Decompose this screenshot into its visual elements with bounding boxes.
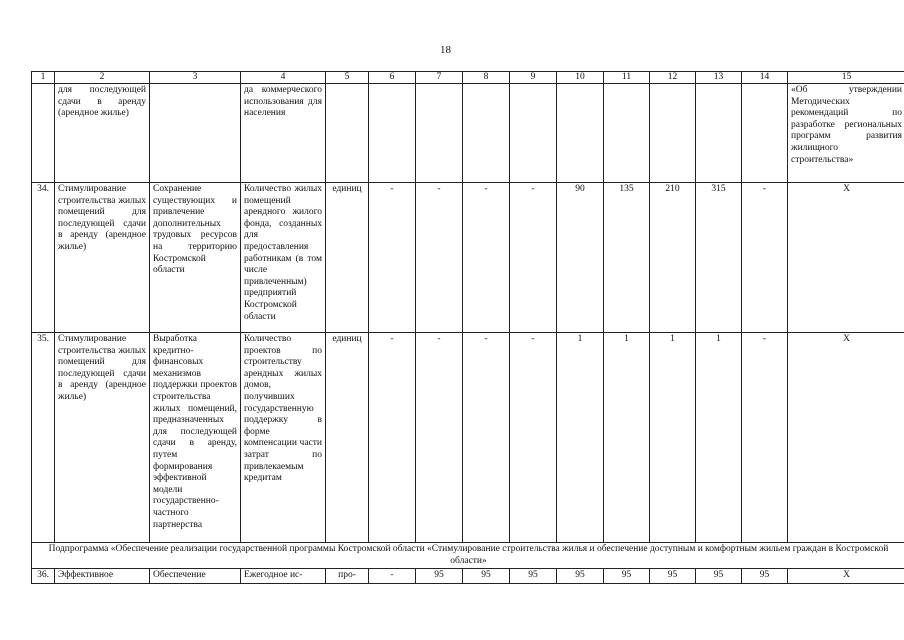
row-number: 36.	[32, 569, 55, 584]
row-number	[32, 84, 55, 183]
goal: Выработка кредитно-финансовых механизмов поддержки проектов строительства жилых помещений, предназначенных для последующей сдачи в аренду, путем формирования эффективной модели государственно-частного партнерства	[150, 333, 241, 543]
col-header: 15	[788, 72, 904, 84]
value-cell: 1	[696, 333, 742, 543]
value-cell: -	[742, 333, 788, 543]
col-header: 12	[650, 72, 696, 84]
value-cell: -	[463, 333, 510, 543]
table-row	[32, 84, 904, 183]
col-header: 1	[32, 72, 55, 84]
value-cell: 95	[510, 569, 557, 584]
value-cell: -	[510, 333, 557, 543]
value-cell: 95	[650, 569, 696, 584]
col-header: 14	[742, 72, 788, 84]
value-cell	[696, 84, 742, 183]
event-name: Эффективное	[55, 569, 150, 584]
indicator-name: Количество жилых помещений арендного жилого фонда, созданных для предоставления работникам (в том числе привлеченным) предприятий Костромской области	[241, 183, 326, 333]
unit	[326, 84, 369, 183]
value-cell	[369, 84, 416, 183]
value-cell: 90	[557, 183, 604, 333]
table-row	[32, 569, 904, 584]
col-header: 5	[326, 72, 369, 84]
column-number-row	[32, 72, 904, 84]
goal: Сохранение существующих и привлечение дополнительных трудовых ресурсов на территорию Костромской области	[150, 183, 241, 333]
value-cell: 1	[650, 333, 696, 543]
value-cell: 95	[416, 569, 463, 584]
table-row	[32, 183, 904, 333]
value-cell	[604, 84, 650, 183]
unit: единиц	[326, 183, 369, 333]
col-header: 3	[150, 72, 241, 84]
value-cell: -	[369, 569, 416, 584]
legal-basis: X	[788, 333, 904, 543]
value-cell: -	[416, 333, 463, 543]
table-row	[32, 333, 904, 543]
value-cell: -	[369, 183, 416, 333]
value-cell	[742, 84, 788, 183]
value-cell: 135	[604, 183, 650, 333]
row-number: 35.	[32, 333, 55, 543]
col-header: 10	[557, 72, 604, 84]
value-cell: -	[463, 183, 510, 333]
legal-basis: X	[788, 569, 904, 584]
indicators-table	[31, 71, 904, 584]
value-cell: -	[742, 183, 788, 333]
value-cell	[416, 84, 463, 183]
value-cell: -	[416, 183, 463, 333]
legal-basis: «Об утверждении Методических рекомендаций по разработке региональных программ развития жилищного строительства»	[788, 84, 904, 183]
value-cell	[510, 84, 557, 183]
value-cell: 1	[604, 333, 650, 543]
col-header: 6	[369, 72, 416, 84]
value-cell: 1	[557, 333, 604, 543]
event-name: для последующей сдачи в аренду (арендное жилье)	[55, 84, 150, 183]
col-header: 13	[696, 72, 742, 84]
row-number: 34.	[32, 183, 55, 333]
col-header: 11	[604, 72, 650, 84]
value-cell: -	[510, 183, 557, 333]
value-cell	[650, 84, 696, 183]
subprogram-row	[32, 543, 904, 569]
value-cell: 315	[696, 183, 742, 333]
value-cell: 95	[604, 569, 650, 584]
subprogram-heading: Подпрограмма «Обеспечение реализации государственной программы Костромской области «Стимулирование строительства жилья и обеспечение доступным и комфортным жильем граждан в Костромской области»	[32, 543, 904, 569]
unit: единиц	[326, 333, 369, 543]
page-number: 18	[440, 44, 451, 56]
col-header: 8	[463, 72, 510, 84]
goal	[150, 84, 241, 183]
indicator-name: да коммерческого использования для населения	[241, 84, 326, 183]
event-name: Стимулирование строительства жилых помещений для последующей сдачи в аренду (арендное жилье)	[55, 333, 150, 543]
col-header: 2	[55, 72, 150, 84]
value-cell: 210	[650, 183, 696, 333]
unit: про-	[326, 569, 369, 584]
value-cell	[463, 84, 510, 183]
value-cell: 95	[696, 569, 742, 584]
value-cell: 95	[742, 569, 788, 584]
goal: Обеспечение	[150, 569, 241, 584]
legal-basis: X	[788, 183, 904, 333]
value-cell: 95	[557, 569, 604, 584]
value-cell: -	[369, 333, 416, 543]
indicator-name: Количество проектов по строительству арендных жилых домов, получивших государственную поддержку в форме компенсации части затрат по привлекаемым кредитам	[241, 333, 326, 543]
event-name: Стимулирование строительства жилых помещений для последующей сдачи в аренду (арендное жилье)	[55, 183, 150, 333]
indicator-name: Ежегодное ис-	[241, 569, 326, 584]
col-header: 9	[510, 72, 557, 84]
col-header: 7	[416, 72, 463, 84]
value-cell	[557, 84, 604, 183]
col-header: 4	[241, 72, 326, 84]
value-cell: 95	[463, 569, 510, 584]
